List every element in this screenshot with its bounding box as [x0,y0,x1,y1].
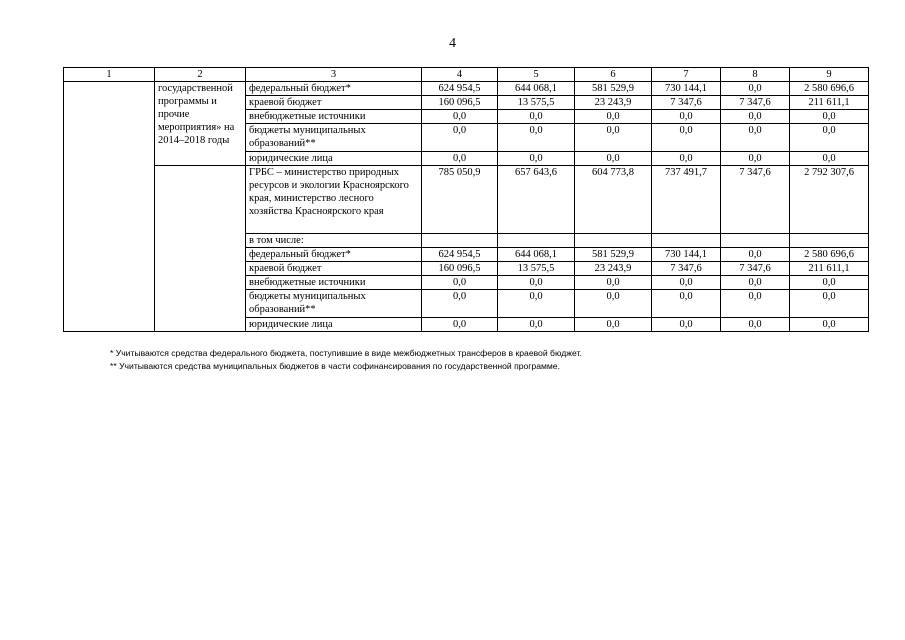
value-cell: 0,0 [498,110,575,124]
value-cell: 0,0 [498,290,575,318]
value-cell: 0,0 [790,152,869,166]
row-label: юридические лица [246,318,422,332]
value-cell: 0,0 [652,290,721,318]
value-cell: 0,0 [575,152,652,166]
header-cell: 1 [64,68,155,82]
empty-cell [155,166,246,332]
row-label: в том числе: [246,234,422,248]
row-label: федеральный бюджет* [246,248,422,262]
value-cell: 0,0 [721,248,790,262]
table-row [64,166,869,234]
value-cell: 13 575,5 [498,262,575,276]
value-cell: 0,0 [652,110,721,124]
value-cell: 644 068,1 [498,248,575,262]
value-cell: 0,0 [422,110,498,124]
value-cell [790,234,869,248]
footnote: ** Учитываются средства муниципальных бюджетов в части софинансирования по государственной программе. [110,361,560,371]
value-cell: 0,0 [721,276,790,290]
table-row [64,82,869,96]
row-label: федеральный бюджет* [246,82,422,96]
value-cell: 7 347,6 [652,96,721,110]
value-cell: 0,0 [721,318,790,332]
header-cell: 3 [246,68,422,82]
header-cell: 9 [790,68,869,82]
row-label: ГРБС – министерство природных ресурсов и экологии Красноярского края, министерство лесного хозяйства Красноярского края [246,166,422,234]
row-label: внебюджетные источники [246,276,422,290]
value-cell: 0,0 [498,276,575,290]
value-cell: 785 050,9 [422,166,498,234]
header-cell: 2 [155,68,246,82]
value-cell: 730 144,1 [652,248,721,262]
value-cell: 0,0 [721,290,790,318]
value-cell [498,234,575,248]
value-cell: 657 643,6 [498,166,575,234]
value-cell: 0,0 [790,276,869,290]
header-cell: 4 [422,68,498,82]
value-cell: 581 529,9 [575,82,652,96]
value-cell: 0,0 [721,152,790,166]
value-cell: 0,0 [790,110,869,124]
value-cell: 0,0 [422,276,498,290]
row-label: внебюджетные источники [246,110,422,124]
value-cell: 0,0 [575,290,652,318]
value-cell: 2 580 696,6 [790,82,869,96]
value-cell: 730 144,1 [652,82,721,96]
value-cell: 7 347,6 [721,166,790,234]
value-cell: 0,0 [422,290,498,318]
value-cell: 0,0 [422,318,498,332]
empty-cell [64,82,155,332]
page-number: 4 [449,36,456,51]
value-cell [721,234,790,248]
value-cell: 211 611,1 [790,96,869,110]
program-label: государственной программы и прочие мероприятия» на 2014–2018 годы [155,82,246,166]
value-cell: 0,0 [652,276,721,290]
value-cell: 23 243,9 [575,96,652,110]
budget-table [63,67,869,332]
value-cell: 7 347,6 [652,262,721,276]
row-label: юридические лица [246,152,422,166]
header-cell: 7 [652,68,721,82]
header-cell: 8 [721,68,790,82]
value-cell: 0,0 [575,276,652,290]
value-cell: 0,0 [498,318,575,332]
header-row [64,68,869,82]
value-cell [652,234,721,248]
value-cell: 0,0 [422,124,498,152]
value-cell [575,234,652,248]
value-cell: 0,0 [498,152,575,166]
value-cell: 0,0 [790,290,869,318]
value-cell: 0,0 [652,124,721,152]
footnote: * Учитываются средства федерального бюджета, поступившие в виде межбюджетных трансферов в краевой бюджет. [110,348,582,358]
value-cell: 0,0 [575,110,652,124]
value-cell: 0,0 [652,318,721,332]
value-cell: 0,0 [790,124,869,152]
value-cell: 0,0 [422,152,498,166]
header-cell: 6 [575,68,652,82]
value-cell: 644 068,1 [498,82,575,96]
value-cell: 23 243,9 [575,262,652,276]
value-cell: 7 347,6 [721,96,790,110]
value-cell [422,234,498,248]
row-label: краевой бюджет [246,96,422,110]
value-cell: 7 347,6 [721,262,790,276]
value-cell: 0,0 [721,82,790,96]
value-cell: 160 096,5 [422,96,498,110]
value-cell: 0,0 [721,110,790,124]
value-cell: 581 529,9 [575,248,652,262]
value-cell: 624 954,5 [422,82,498,96]
value-cell: 0,0 [790,318,869,332]
value-cell: 0,0 [652,152,721,166]
value-cell: 0,0 [498,124,575,152]
row-label: бюджеты муниципальных образований** [246,124,422,152]
value-cell: 0,0 [721,124,790,152]
value-cell: 211 611,1 [790,262,869,276]
value-cell: 624 954,5 [422,248,498,262]
value-cell: 160 096,5 [422,262,498,276]
value-cell: 13 575,5 [498,96,575,110]
value-cell: 737 491,7 [652,166,721,234]
value-cell: 604 773,8 [575,166,652,234]
row-label: краевой бюджет [246,262,422,276]
value-cell: 0,0 [575,318,652,332]
value-cell: 2 792 307,6 [790,166,869,234]
header-cell: 5 [498,68,575,82]
value-cell: 0,0 [575,124,652,152]
value-cell: 2 580 696,6 [790,248,869,262]
row-label: бюджеты муниципальных образований** [246,290,422,318]
